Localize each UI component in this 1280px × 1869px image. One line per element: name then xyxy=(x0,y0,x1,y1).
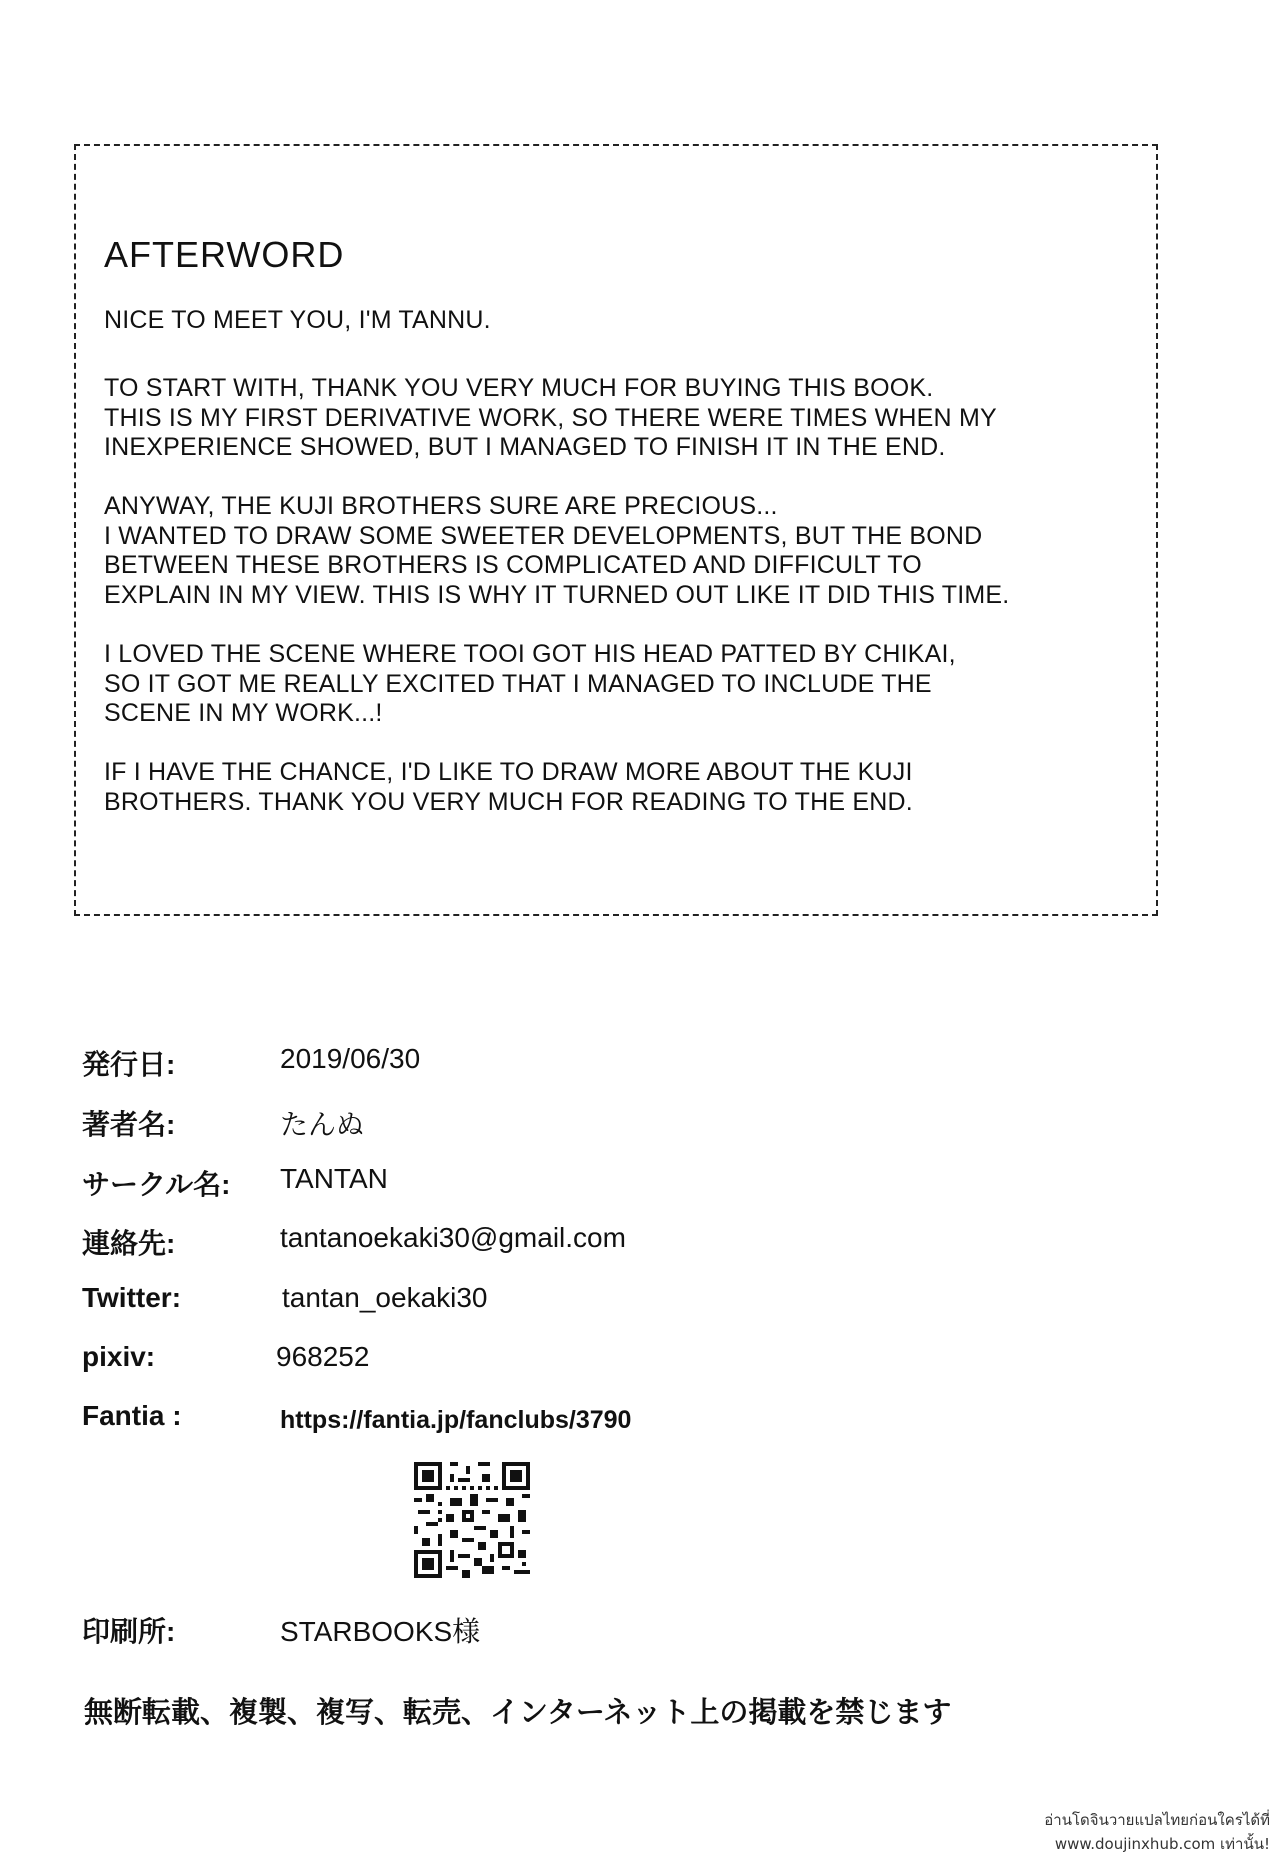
pixiv-id: 968252 xyxy=(276,1341,370,1372)
watermark-line-1: อ่านโดจินวายแปลไทยก่อนใครได้ที่ xyxy=(1044,1811,1270,1829)
printer-value: STARBOOKS様 xyxy=(280,1616,481,1647)
author-label: 著者名: xyxy=(82,1109,176,1140)
afterword-paragraph: IF I HAVE THE CHANCE, I'D LIKE TO DRAW MORE ABOUT THE KUJI BROTHERS. THANK YOU VERY MUCH FOR READING TO THE END. xyxy=(104,758,913,816)
contact-label: 連絡先: xyxy=(82,1228,176,1259)
author-value: たんぬ xyxy=(280,1109,365,1140)
afterword-paragraph: NICE TO MEET YOU, I'M TANNU. xyxy=(104,306,491,334)
release-date-label: 発行日: xyxy=(82,1049,176,1080)
twitter-label: Twitter: xyxy=(82,1282,182,1313)
afterword-paragraph: I LOVED THE SCENE WHERE TOOI GOT HIS HEAD PATTED BY CHIKAI, SO IT GOT ME REALLY EXCITED THAT I MANAGED TO INCLUDE THE SCENE IN MY WORK...! xyxy=(104,640,956,727)
afterword-paragraph: TO START WITH, THANK YOU VERY MUCH FOR BUYING THIS BOOK. THIS IS MY FIRST DERIVATIVE WORK, SO THERE WERE TIMES WHEN MY INEXPERIENCE SHOWED, BUT I MANAGED TO FINISH IT IN THE END. xyxy=(104,374,997,461)
afterword-paragraph: ANYWAY, THE KUJI BROTHERS SURE ARE PRECIOUS... I WANTED TO DRAW SOME SWEETER DEVELOPMENTS, BUT THE BOND BETWEEN THESE BROTHERS IS COMPLICATED AND DIFFICULT TO EXPLAIN IN MY VIEW. THIS IS WHY IT TURNED OUT LIKE IT DID THIS TIME. xyxy=(104,492,1010,609)
fantia-url: https://fantia.jp/fanclubs/3790 xyxy=(280,1406,632,1434)
watermark xyxy=(1044,1808,1270,1856)
pixiv-label: pixiv: xyxy=(82,1341,156,1372)
afterword-title: AFTERWORD xyxy=(104,234,345,275)
qr-code-icon xyxy=(414,1462,530,1578)
watermark-line-2: www.doujinxhub.com เท่านั้น! xyxy=(1054,1835,1270,1853)
circle-label: サークル名: xyxy=(82,1169,231,1200)
contact-email: tantanoekaki30@gmail.com xyxy=(280,1222,626,1253)
twitter-handle: tantan_oekaki30 xyxy=(282,1282,488,1313)
printer-label: 印刷所: xyxy=(82,1616,176,1647)
fantia-label: Fantia : xyxy=(82,1400,182,1431)
circle-value: TANTAN xyxy=(280,1163,388,1194)
copyright-notice: 無断転載、複製、複写、転売、インターネット上の掲載を禁じます xyxy=(84,1697,952,1729)
release-date-value: 2019/06/30 xyxy=(280,1043,421,1074)
